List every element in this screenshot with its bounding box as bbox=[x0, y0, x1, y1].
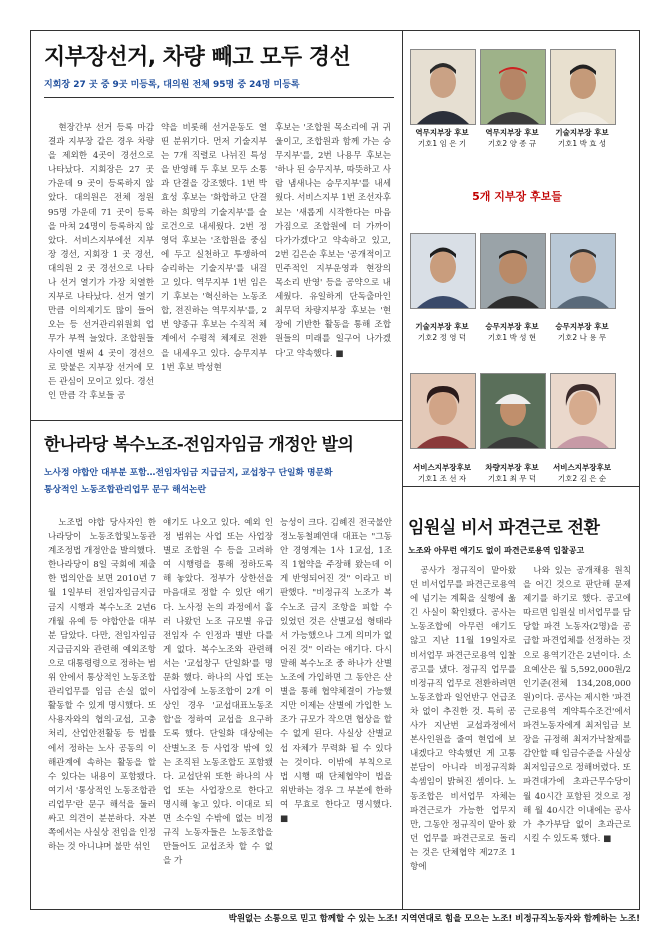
article3-top-rule bbox=[402, 486, 640, 487]
candidate-photo bbox=[410, 49, 476, 125]
article2-subhead-1: 노사정 야합안 대부분 포함…전임자임금 지급금지, 교섭창구 단일화 명문화 bbox=[44, 468, 333, 478]
article3-subhead: 노조와 아무런 얘기도 없이 파견근로용역 입찰공고 bbox=[408, 546, 585, 555]
article1-headline: 지부장선거, 차량 빼고 모두 경선 bbox=[44, 45, 351, 70]
article3-headline: 임원실 비서 파견근로 전환 bbox=[408, 518, 600, 538]
candidate-photo bbox=[550, 49, 616, 125]
article1-column-1: 현장간부 선거 등록 마감 결과 지부장 같은 경우 차량을 제외한 4곳이 경선으로 나타났다. 지회장은 27 곳 가운데 9 곳이 등록하지 않았다. 대의원은 전체 정원 95명 가운데 71 곳이 등록을 마쳐 24명이 등록하지 않았다. 서비스지부에선 지부장 경선, 지회장 1 곳 경선, 대의원 2 곳 경선으로 나타나 선거 열기가 가장 치열한 지부로 나타났다. 선거 열기만큼 이의제기도 많이 들어오는 등 선거관리위원회 업무가 부쩍 늘었다. 조합원들 사이엔 벌써 4 곳이 경선으로 맞붙은 지부장 선거에 모든 관심이 모이고 있다. 경선인 만큼 각 후보들 공 bbox=[48, 123, 154, 401]
candidate-caption: 서비스지부장후보 기호1 조 선 자 bbox=[413, 463, 471, 483]
article1-top-rule bbox=[44, 97, 394, 98]
person-icon bbox=[411, 374, 475, 448]
person-icon bbox=[551, 374, 615, 448]
candidate-caption: 서비스지부장후보 기호2 김 은 순 bbox=[553, 463, 611, 483]
article2-column-3: 능성이 크다. 김혜진 전국불안정노동철폐연대 대표는 "그동안 경영계는 1사 1교섭, 1조직 1협약을 주장해 왔는데 이게 반영되어진 것" 이라고 비판했다. "비정규직 노조가 복수노조 금지 조항을 피할 수 있었던 것은 산별교섭 형태라서 가능했으나 그게 의미가 없어진 것" 이라는 얘기다. 다시말해 복수노조 중 하나가 산별노조에 가입하면 그 동안은 산별을 통해 협약체결이 가능했지만 이제는 산별에 가입한 노조가 규모가 작으면 협상을 할 수 없게 된다. 사실상 산별교섭 자체가 무력화 될 수 있다는 것이다. 이밖에 부칙으로 법 시행 때 단체협약이 법을 위반하는 경우 그 부분에 한하여 무효로 한다고 명시했다. ■ bbox=[280, 518, 392, 824]
candidate-caption: 차량지부장 후보 기호1 최 무 덕 bbox=[485, 463, 539, 483]
candidate-box-divider bbox=[402, 30, 403, 486]
candidate-caption: 기술지부장 후보 기호2 정 영 덕 bbox=[415, 322, 469, 342]
candidate-photo bbox=[480, 49, 546, 125]
person-icon bbox=[481, 50, 545, 124]
person-icon bbox=[551, 234, 615, 308]
article2-subhead-2: 통상적인 노동조합관리업무 문구 해석논란 bbox=[44, 485, 207, 495]
person-icon bbox=[481, 234, 545, 308]
article1-column-2: 약을 비롯해 선거운동도 열띤 분위기다. 먼저 기술지부는 7개 직렬로 나뉘진 특성을 반영해 두 후보 모두 소통과 단결을 강조했다. 1번 박효성 후보는 '화합하고 단결하는 희망의 기술지부'를 슬로건으로 내세웠다. 2번 정영덕 후보는 '조합원을 중심에 두고 실천하고 투쟁하여 승리하는 기술지부'를 내걸고 있다. 역무지부 1번 임은기 후보는 '혁신하는 노동조합, 전진하는 역무지부'를, 2번 양종규 후보는 수직적 체계에서 수평적 체제로 전환을 내세우고 있다. 승무지부 1번 후보 박성현 bbox=[161, 123, 267, 373]
article2-top-rule bbox=[30, 420, 402, 421]
candidate-photo bbox=[410, 373, 476, 449]
candidate-caption: 기술지부장 후보 기호1 박 효 성 bbox=[555, 128, 609, 148]
article1-subhead: 지회장 27 곳 중 9곳 미등록, 대의원 전체 95명 중 24명 미등록 bbox=[44, 80, 300, 90]
article1-column-3: 후보는 '조합원 목소리에 귀 귀울이고, 조합원과 함께 가는 승무지부'를, 2번 나용무 후보는 '하나 된 승무지부, 따뜻하고 사람 냄새나는 승무지부'를 내세웠다. 서비스지부 1번 조선자후보는 '새롭게 시작한다는 마음가짐으로 조합원에 더 가까이 다가가겠다'고 약속하고 있고, 2번 김은순 후보는 '공개적이고 민주적인 지부운영과 현장의 목소리 반영' 등을 공약으로 내세웠다. 유일하게 단독출마인 최무덕 차량지부장 후보는 '현장에 기반한 활동을 통해 조합원들의 미래를 일구어 나가겠다'고 약속했다. ■ bbox=[275, 123, 392, 359]
person-icon bbox=[411, 50, 475, 124]
person-icon bbox=[411, 234, 475, 308]
article3-left-rule bbox=[402, 486, 403, 910]
candidate-photo bbox=[410, 233, 476, 309]
candidate-caption: 승무지부장 후보 기호2 나 용 무 bbox=[555, 322, 609, 342]
candidate-photo bbox=[550, 373, 616, 449]
article3-column-2: 나와 있는 공개채용 원칙을 어긴 것으로 판단해 문제제기를 하기로 했다. 공고에 따르면 임원실 비서업무를 담당할 파견 노동자(2명)을 공급할 파견업체를 선정하는 것으로 용역기간은 2년이다. 소요예산은 월 5,592,000원/2인기준(전체 134,208,000원)이다. 공사는 제시한 '파견근로용역 계약특수조건'에서 파견노동자에게 최저임금 보장을 규정해 최저가낙찰제를 감안할 때 임금수준을 사실상 최저임금으로 정해버렸다. 또 파견대가에 초과근무수당이 월 40시간 포함된 것으로 정해 월 40시간 이내에는 공사가 추가부담 없이 초과근로 시킬 수 있도록 했다. ■ bbox=[523, 566, 631, 844]
person-icon bbox=[481, 374, 545, 448]
person-icon bbox=[551, 50, 615, 124]
candidate-photo bbox=[550, 233, 616, 309]
candidate-caption: 승무지부장 후보 기호1 박 성 현 bbox=[485, 322, 539, 342]
footer-slogan: 박원없는 소통으로 믿고 함께할 수 있는 노조! 지역연대로 힘을 모으는 노조! 비정규직노동자와 함께하는 노조! bbox=[228, 914, 640, 924]
article2-column-2: 얘기도 나오고 있다. 예외 인정 범위는 사업 또는 사업장별로 조합원 수 등을 고려하여 시행령을 통해 정하도록 해 놓았다. 정부가 상한선을 마음대로 정할 수 있단 얘기다. 노사정 논의 과정에서 흘러 나왔던 노조 규모별 유급전임자 수 인정과 별반 다를 게 없다. 복수노조와 관련해서는 '교섭창구 단일화'를 명문화 했다. 하나의 사업 또는 사업장에 노동조합이 2개 이상인 경우 '교섭대표노동조합'을 정하여 교섭을 요구하도록 했다. 단일화 대상에는 산별노조 등 사업장 밖에 있는 조직된 노동조합도 포함됐다. 교섭단위 또한 하나의 사업 또는 사업장으로 한다고 명시해 놓고 있다. 이대로 되면 소수일 수밖에 없는 비정규직 노동자들은 노동조합을 만들어도 교섭조차 할 수 없을 가 bbox=[163, 518, 273, 867]
candidate-photo bbox=[480, 233, 546, 309]
candidate-caption: 역무지부장 후보 기호2 양 종 규 bbox=[485, 128, 539, 148]
candidate-photo bbox=[480, 373, 546, 449]
article2-column-1: 노조법 야합 당사자인 한나라당이 노동조합및노동관계조정법 개정안을 발의했다. 한나라당이 8일 국회에 제출한 법의안을 보면 2010년 7월 1일부터 전임자임금지급금지 시행과 복수노조 2년6개월 유예 등 야합안을 대부분 담았다. 다만, 전임자임금지급금지와 관련해 예외조항으로 대통령령으로 정하는 범위 안에서 통상적인 노동조합관리업무를 임금 손실 없이 활동할 수 있게 명시했다. 또 사용자와의 협의·교섭, 고충처리, 산업안전활동 등 법률에서 정하는 노사 공동의 이해관계에 속하는 활동을 할 수 있다는 내용이 포함됐다. 여기서 '통상적인 노동조합관리업무'란 문구 해석을 둘러싸고 의견이 분분하다. 자본 쪽에서는 사실상 전임을 인정하는 것 아니냐며 불만 섞인 bbox=[48, 518, 156, 853]
article2-headline: 한나라당 복수노조-전임자임금 개정안 발의 bbox=[44, 435, 354, 455]
candidates-banner: 5개 지부장 후보들 bbox=[472, 190, 562, 203]
candidate-caption: 역무지부장 후보 기호1 임 은 기 bbox=[415, 128, 469, 148]
article3-column-1: 공사가 정규직이 맡아왔던 비서업무를 파견근로용역에 넘기는 계획을 실행에 옮긴 사실이 확인됐다. 공사는 노동조합에 아무런 얘기도 않고 지난 11월 19일자로 비서업무 파견근로용역 입찰 공고를 냈다. 정규직 업무를 비정규직 업무로 전환하려면 노동조합과 일언반구 언급조차 없이 추진한 것. 특히 공사가 지난번 교섭과정에서 본사인원을 줄여 현업에 보내겠다고 약속했던 게 고통분담이 아니라 비정규직화 속셈임이 밝혀진 셈이다. 노동조합은 비서업무 자체는 파견근로가 가능한 업무지만, 그동안 정규직이 맡아 왔던 업무를 파견근로로 돌리는 것은 단체협약 제27조 1항에 bbox=[410, 566, 516, 872]
